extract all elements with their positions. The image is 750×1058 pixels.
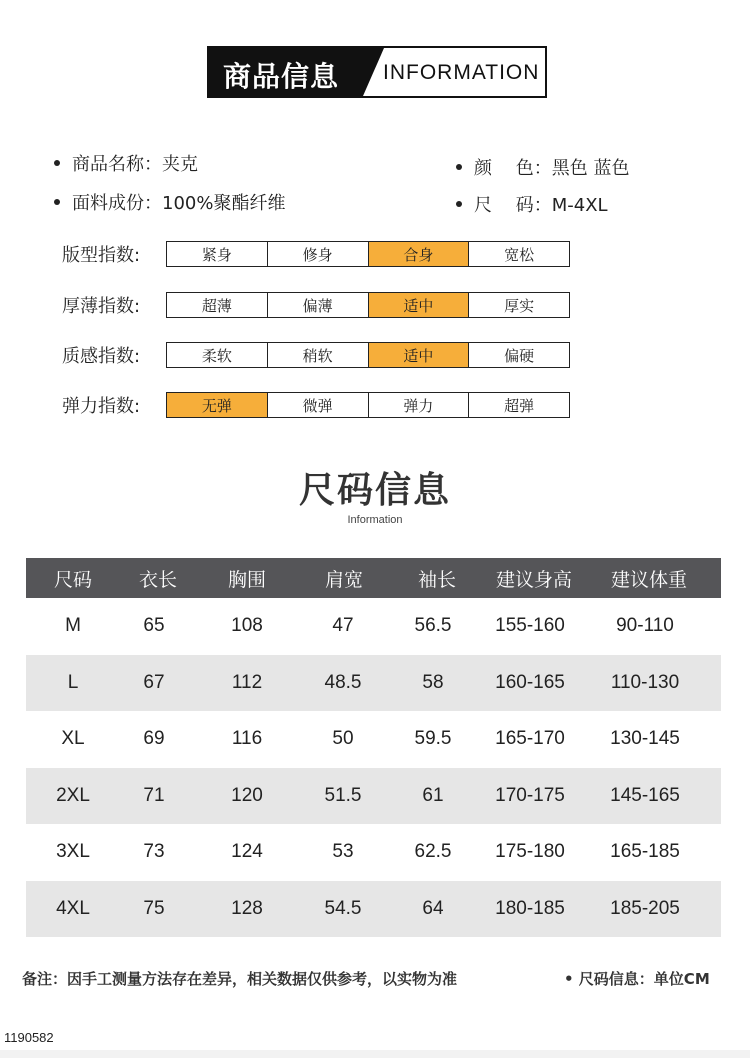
product-fabric bbox=[54, 189, 285, 215]
table-cell: 69 bbox=[143, 728, 165, 750]
table-row bbox=[26, 824, 721, 881]
table-cell: 90-110 bbox=[616, 615, 674, 637]
table-cell: 65 bbox=[143, 615, 165, 637]
table-cell: 120 bbox=[231, 784, 263, 806]
table-cell: 110-130 bbox=[610, 671, 680, 693]
bullet-icon bbox=[456, 164, 462, 170]
table-cell: XL bbox=[61, 728, 85, 750]
table-cell: 3XL bbox=[56, 841, 90, 863]
table-cell: 62.5 bbox=[414, 841, 452, 863]
thickness-index-label: 厚薄指数: bbox=[62, 296, 141, 317]
index-option: 超弹 bbox=[469, 393, 569, 417]
table-cell: 51.5 bbox=[324, 784, 362, 806]
table-cell: M bbox=[65, 615, 81, 637]
table-cell: 2XL bbox=[56, 784, 90, 806]
banner-title-cn: 商品信息 bbox=[223, 60, 340, 93]
product-size-range bbox=[456, 191, 608, 217]
header-cell: 袖长 bbox=[417, 568, 457, 591]
fit-index-label: 版型指数: bbox=[62, 245, 141, 266]
table-cell: 71 bbox=[143, 784, 165, 806]
index-option: 适中 bbox=[369, 343, 470, 367]
table-cell: 53 bbox=[332, 841, 354, 863]
size-table bbox=[26, 558, 721, 937]
bullet-icon bbox=[54, 160, 60, 166]
index-option: 合身 bbox=[369, 242, 470, 266]
index-option: 超薄 bbox=[167, 293, 268, 317]
table-cell: 64 bbox=[422, 897, 444, 919]
product-fabric-text: 面料成份：100%聚酯纤维 bbox=[72, 193, 286, 214]
bullet-icon bbox=[456, 201, 462, 207]
table-cell: 59.5 bbox=[414, 728, 452, 750]
header-cell: 建议身高 bbox=[495, 568, 573, 591]
table-cell: L bbox=[67, 671, 79, 693]
measurement-note: 备注：因手工测量方法存在差异，相关数据仅供参考，以实物为准 bbox=[22, 970, 458, 988]
table-cell: 128 bbox=[231, 897, 263, 919]
table-row bbox=[26, 598, 721, 655]
table-row bbox=[26, 768, 721, 825]
product-name bbox=[54, 150, 198, 176]
table-cell: 116 bbox=[231, 728, 263, 750]
table-row bbox=[26, 711, 721, 768]
fit-index-scale bbox=[166, 241, 570, 267]
table-cell: 108 bbox=[231, 615, 263, 637]
index-option: 紧身 bbox=[167, 242, 268, 266]
table-cell: 73 bbox=[143, 841, 165, 863]
product-color bbox=[456, 154, 629, 180]
unit-note: • 尺码信息：单位CM bbox=[564, 970, 710, 988]
color-value: 黑色 蓝色 bbox=[551, 158, 630, 179]
header-cell: 肩宽 bbox=[324, 568, 364, 591]
elasticity-index-scale bbox=[166, 392, 570, 418]
table-cell: 124 bbox=[231, 841, 263, 863]
index-option: 偏硬 bbox=[469, 343, 569, 367]
table-cell: 75 bbox=[143, 897, 165, 919]
table-cell: 180-185 bbox=[495, 897, 565, 919]
table-cell: 160-165 bbox=[495, 671, 565, 693]
table-cell: 50 bbox=[332, 728, 354, 750]
size-label: 尺 码： bbox=[474, 195, 552, 216]
product-code: 1190582 bbox=[4, 1030, 54, 1045]
table-cell: 48.5 bbox=[324, 671, 362, 693]
table-row bbox=[26, 655, 721, 712]
index-option: 弹力 bbox=[369, 393, 470, 417]
thickness-index-scale bbox=[166, 292, 570, 318]
table-cell: 185-205 bbox=[610, 897, 680, 919]
table-cell: 145-165 bbox=[610, 784, 680, 806]
index-option: 适中 bbox=[369, 293, 470, 317]
table-cell: 4XL bbox=[56, 897, 90, 919]
index-option: 柔软 bbox=[167, 343, 268, 367]
table-cell: 47 bbox=[332, 615, 354, 637]
banner-title-en: INFORMATION bbox=[383, 61, 540, 84]
table-cell: 170-175 bbox=[495, 784, 565, 806]
table-cell: 130-145 bbox=[610, 728, 680, 750]
header-cell: 胸围 bbox=[227, 568, 267, 591]
index-option: 微弹 bbox=[268, 393, 369, 417]
size-section-title: 尺码信息 bbox=[298, 470, 451, 511]
size-section-subtitle: Information bbox=[347, 514, 403, 526]
index-option: 稍软 bbox=[268, 343, 369, 367]
size-value: M-4XL bbox=[551, 195, 608, 216]
bullet-icon bbox=[54, 199, 60, 205]
color-label: 颜 色： bbox=[474, 158, 552, 179]
table-cell: 112 bbox=[231, 671, 263, 693]
table-cell: 58 bbox=[422, 671, 444, 693]
index-option: 偏薄 bbox=[268, 293, 369, 317]
texture-index-scale bbox=[166, 342, 570, 368]
table-cell: 61 bbox=[422, 784, 444, 806]
header-cell: 尺码 bbox=[53, 568, 93, 591]
index-option: 修身 bbox=[268, 242, 369, 266]
table-cell: 56.5 bbox=[414, 615, 452, 637]
info-banner bbox=[207, 46, 547, 98]
index-option: 宽松 bbox=[469, 242, 569, 266]
texture-index-label: 质感指数: bbox=[62, 346, 141, 367]
bottom-divider bbox=[0, 1050, 750, 1058]
table-cell: 165-185 bbox=[610, 841, 680, 863]
header-cell: 建议体重 bbox=[610, 568, 688, 591]
elasticity-index-label: 弹力指数: bbox=[62, 396, 141, 417]
product-name-text: 商品名称：夹克 bbox=[72, 154, 198, 175]
header-cell: 衣长 bbox=[138, 568, 178, 591]
size-table-header bbox=[26, 558, 721, 598]
table-row bbox=[26, 881, 721, 938]
table-cell: 54.5 bbox=[324, 897, 362, 919]
table-cell: 165-170 bbox=[495, 728, 565, 750]
table-cell: 155-160 bbox=[495, 615, 565, 637]
index-option: 厚实 bbox=[469, 293, 569, 317]
table-cell: 67 bbox=[143, 671, 165, 693]
table-cell: 175-180 bbox=[495, 841, 565, 863]
index-option: 无弹 bbox=[167, 393, 268, 417]
